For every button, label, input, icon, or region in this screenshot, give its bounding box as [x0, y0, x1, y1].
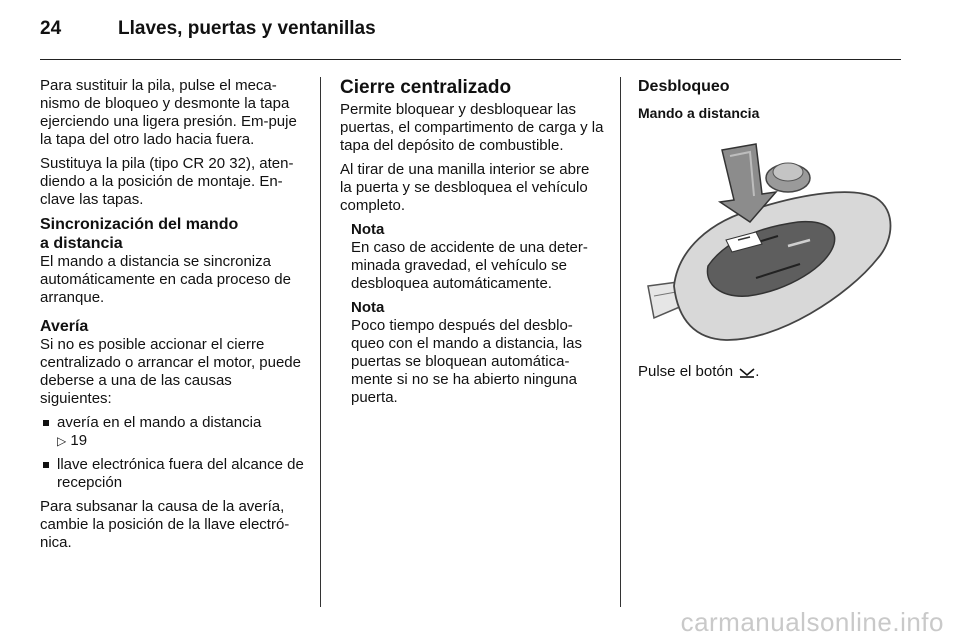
bullet-square-icon	[43, 462, 49, 468]
note-block	[351, 221, 604, 293]
cause-list	[40, 414, 306, 492]
paragraph-inner-handle: Al tirar de una manilla interior se abre la puerta y se desbloquea el vehículo completo.	[340, 161, 590, 214]
subheading-remote: Mando a distancia	[638, 105, 760, 121]
note-block	[351, 299, 604, 407]
page-number: 24	[40, 18, 62, 39]
watermark: carmanualsonline.info	[680, 607, 944, 637]
heading-central-locking: Cierre centralizado	[340, 77, 512, 98]
column-1	[40, 77, 306, 558]
chapter-title: Llaves, puertas y ventanillas	[118, 18, 376, 39]
triangle-right-icon: ▷	[57, 434, 67, 448]
paragraph-central-locking: Permite bloquear y desbloquear las puertas, el compartimento de carga y la tapa del depósito de combustible.	[340, 101, 604, 154]
paragraph-sync: El mando a distancia se sincroniza automáticamente en cada proceso de arranque.	[40, 253, 291, 306]
heading-sync: Sincronización del mando a distancia	[40, 216, 239, 252]
note-text: En caso de accidente de una deter-minada gravedad, el vehículo se desbloquea automáticamente.	[351, 239, 588, 292]
header-rule	[40, 59, 901, 60]
bullet-square-icon	[43, 420, 49, 426]
remote-key-fob-icon	[638, 136, 900, 351]
note-label: Nota	[351, 299, 385, 316]
column-2	[340, 77, 604, 413]
note-label: Nota	[351, 221, 385, 238]
list-item: llave electrónica fuera del alcance de recepción	[40, 456, 306, 492]
column-divider-2	[620, 77, 621, 607]
paragraph-battery-type: Sustituya la pila (tipo CR 20 32), aten-diendo a la posición de montaje. En-clave las tapas.	[40, 155, 294, 208]
heading-unlocking: Desbloqueo	[638, 78, 730, 95]
unlock-symbol-icon	[739, 366, 755, 378]
list-item: avería en el mando a distancia ▷ 19	[40, 414, 306, 450]
column-divider-1	[320, 77, 321, 607]
heading-averia: Avería	[40, 318, 89, 335]
note-text: Poco tiempo después del desblo-queo con el mando a distancia, las puertas se bloquean automática-mente si no se ha abierto ninguna puerta.	[351, 317, 582, 406]
paragraph-battery-replace: Para sustituir la pila, pulse el meca-nismo de bloqueo y desmonte la tapa ejerciendo una ligera presión. Em-puje la tapa del otro lado hacia fuera.	[40, 77, 297, 148]
column-3	[638, 77, 902, 387]
paragraph-press-button: Pulse el botón .	[638, 363, 760, 380]
page-reference-link[interactable]: 19	[70, 432, 88, 449]
paragraph-averia: Si no es posible accionar el cierre centralizado o arrancar el motor, puede deberse a una de las causas siguientes:	[40, 336, 301, 407]
paragraph-fix: Para subsanar la causa de la avería, cambie la posición de la llave electró-nica.	[40, 498, 290, 551]
